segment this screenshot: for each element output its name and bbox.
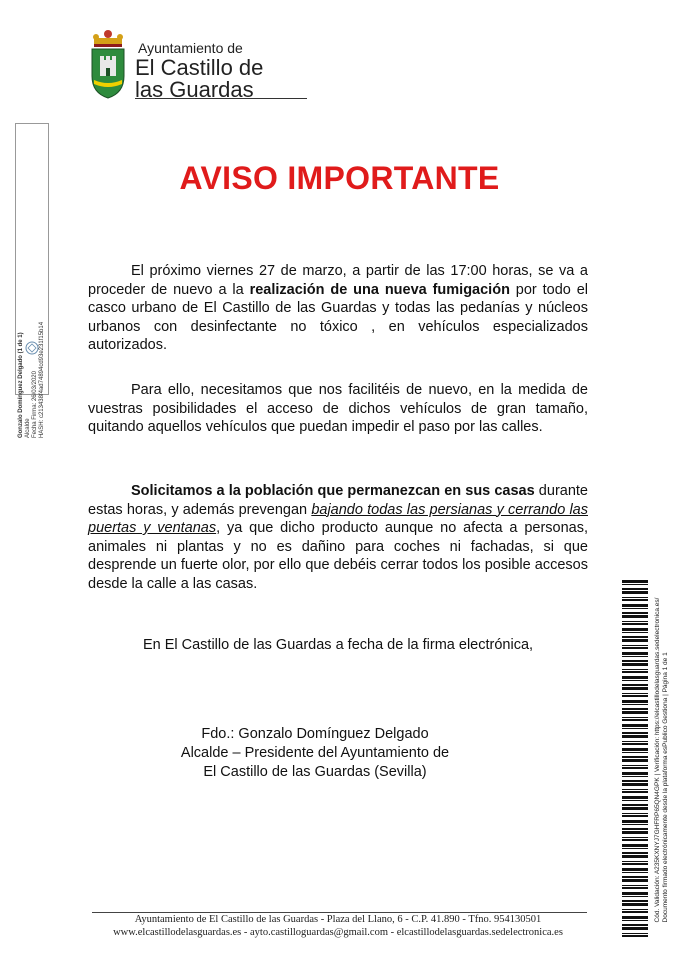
- p3-underlined: bajando todas las persianas y cerrando las puertas y ventanas: [88, 501, 588, 536]
- verification-text: [654, 598, 670, 923]
- stamp-date: Fecha Firma: 26/03/2020: [32, 371, 38, 439]
- paragraph-request: [88, 482, 588, 593]
- p1-text-a: El próximo viernes 27 de marzo, a partir de las 17:00 horas, se va a proceder de nuevo a la: [88, 263, 588, 298]
- signature-place: El Castillo de las Guardas (Sevilla): [203, 764, 427, 780]
- p3-text-b: , ya que dicho producto aunque no afecta a personas, animales ni plantas y no es dañino para coches ni fachadas, si que desprende un fuerte olor, por ello que debéis cerrar todos los posible accesos desde la calle a las casas.: [88, 520, 589, 592]
- p2-text: Para ello, necesitamos que nos facilitéis de nuevo, en la medida de vuestras posibilidades el acceso de dichos vehículos de gran tamaño, quitando aquellos vehículos que puedan impedir el paso por las calles.: [88, 382, 588, 435]
- signature-role: Alcalde – Presidente del Ayuntamiento de: [180, 745, 450, 761]
- org-name-top: Ayuntamiento de: [138, 40, 243, 56]
- org-name-line1: El Castillo de: [135, 55, 264, 80]
- paragraph-access: [88, 381, 588, 437]
- signature-name: Fdo.: Gonzalo Domínguez Delgado: [201, 726, 429, 742]
- org-name-line2: las Guardas: [135, 77, 254, 102]
- coat-of-arms-icon: [88, 30, 128, 100]
- footer-links: www.elcastillodelasguardas.es - ayto.castilloguardas@gmail.com - elcastillodelasguardas.sedelectronica.es: [113, 927, 563, 938]
- barcode-icon: [622, 580, 648, 940]
- p3-bold: Solicitamos a la población que permanezcan en sus casas: [131, 483, 535, 499]
- verification-platform: Documento firmado electrónicamente desde la plataforma esPublico Gestiona | Página 1 de 1: [662, 652, 669, 923]
- municipal-logo: [88, 30, 278, 102]
- stamp-hash: HASH: c213438f4ad74894cd93e231f15b14: [39, 321, 45, 439]
- p1-bold: realización de una nueva fumigación: [249, 281, 510, 298]
- logo-underline: [135, 98, 307, 99]
- digital-seal-icon: [25, 341, 39, 355]
- p1-text-b: por todo el casco urbano de El Castillo de las Guardas y todas las pedanías y núcleos urbanos con desinfectante no tóxico , en vehículos especializados autorizados.: [88, 281, 589, 353]
- verification-code: Cód. Validación: A235KXNYJ7GHFRP65QN4GPK | Verificación: https://elcastillodelasguardas.sedelectronica.es/: [654, 597, 661, 923]
- stamp-signer: Gonzalo Domínguez Delgado (1 de 1): [18, 332, 24, 439]
- stamp-role: Alcalde: [25, 418, 31, 439]
- signature-block: [130, 725, 500, 782]
- footer-address: Ayuntamiento de El Castillo de las Guardas - Plaza del Llano, 6 - C.P. 41.890 - Tfno. 954130501: [134, 914, 542, 925]
- p3-text-a: durante estas horas, y además prevengan: [88, 483, 588, 518]
- footer-divider: [92, 912, 587, 913]
- signature-stamp-text: [18, 322, 46, 438]
- page-title: AVISO IMPORTANTE: [179, 160, 500, 196]
- org-name-main: [135, 57, 263, 101]
- paragraph-fumigation: [88, 262, 588, 355]
- closing-line: En El Castillo de las Guardas a fecha de la firma electrónica,: [142, 637, 534, 653]
